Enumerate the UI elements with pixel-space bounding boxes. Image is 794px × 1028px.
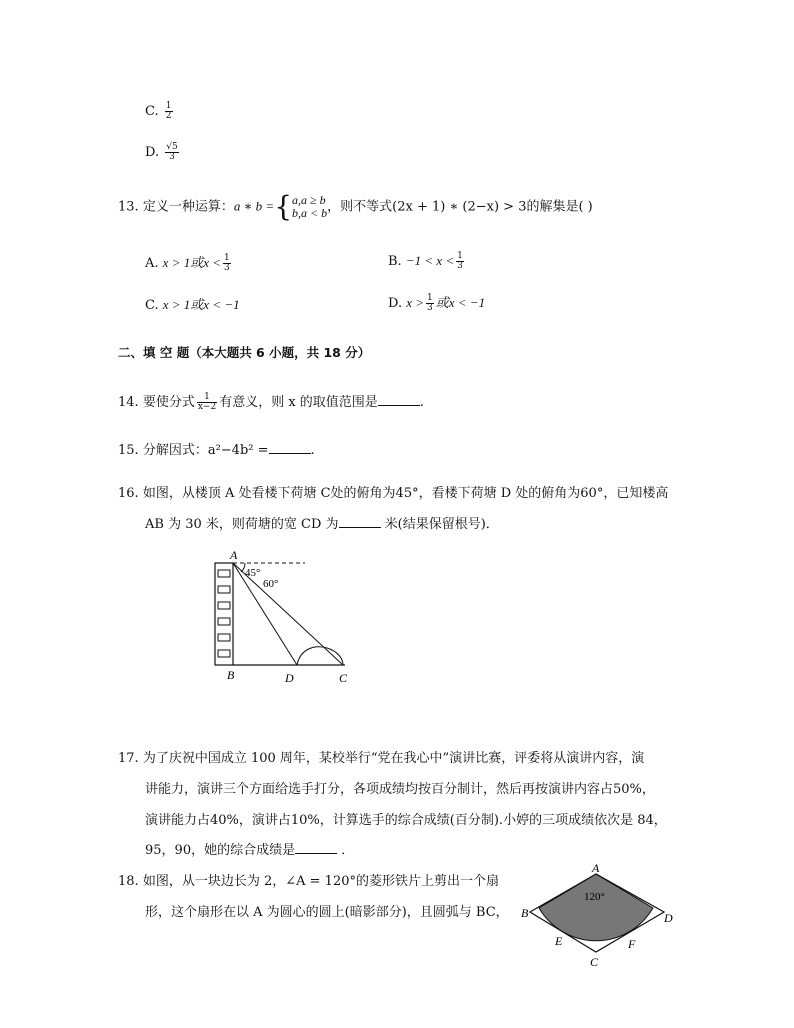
q16-line1: 16. 如图，从楼顶 A 处看楼下荷塘 C处的俯角为45°，看楼下荷塘 D 处的俯角为60°，已知楼高	[118, 486, 669, 501]
q12-option-c	[145, 102, 175, 121]
label-c: C	[339, 671, 348, 685]
q17-line4: 95，90，她的综合成绩是 ．	[145, 843, 355, 858]
q17-line1: 17. 为了庆祝中国成立 100 周年，某校举行“党在我心中”演讲比赛，评委将从演讲内容，演	[118, 751, 645, 766]
label-b: B	[521, 906, 529, 920]
q15: 15. 分解因式：a²−4b² = .	[118, 443, 315, 458]
brace-icon: {	[274, 190, 293, 223]
question-number: 13.	[118, 199, 139, 215]
angle-45: 45°	[245, 567, 261, 579]
answer-blank[interactable]	[339, 515, 381, 528]
q17-line3: 演讲能力占40%，演讲占10%，计算选手的综合成绩(百分制).小婷的三项成绩依次是 84，	[145, 813, 667, 828]
option-label: C.	[145, 104, 159, 119]
shaded-sector	[539, 874, 653, 941]
q18-line1: 18. 如图，从一块边长为 2，∠A = 120°的菱形铁片上剪出一个扇	[118, 874, 499, 889]
angle-120: 120°	[584, 891, 605, 903]
answer-blank[interactable]	[269, 441, 311, 454]
q18-figure	[520, 860, 680, 970]
windows	[218, 570, 230, 657]
option-label: D.	[145, 145, 160, 160]
section-title: 二、填 空 题（本大题共 6 小题，共 18 分）	[118, 345, 371, 360]
label-f: F	[628, 937, 636, 951]
label-d: D	[285, 671, 294, 685]
label-a: A	[592, 861, 600, 875]
q13-option-a: A. x > 1或x < $\frac{1}{3}$	[145, 253, 230, 273]
q13-text-before: 定义一种运算：	[142, 199, 234, 215]
angle-60: 60°	[263, 578, 279, 590]
q13-stem	[118, 190, 593, 223]
q14: 14. 要使分式 $\frac{1}{x-2}$ 有意义，则 x 的取值范围是 .	[118, 392, 424, 412]
q16-line2: AB 为 30 米，则荷塘的宽 CD 为 米(结果保留根号)．	[145, 517, 499, 532]
answer-blank[interactable]	[295, 841, 337, 854]
q18-line2: 形，这个扇形在以 A 为圆心的圆上(暗影部分)，且圆弧与 BC，	[145, 905, 509, 920]
q12-option-d	[145, 143, 181, 162]
q13-text-after: ，则不等式(2x + 1) ∗ (2−x) > 3的解集是( )	[327, 199, 593, 215]
q13-op: a ∗ b =	[233, 198, 275, 214]
q13-option-b: B. −1 < x < $\frac{1}{3}$	[388, 251, 463, 271]
q17-line2: 讲能力，演讲三个方面给选手打分，各项成绩均按百分制计，然后再按演讲内容占50%，	[145, 782, 655, 797]
q13-option-d: D. x > $\frac{1}{3}$ 或x < −1	[388, 293, 486, 313]
fraction: $\frac{√5}{3}$	[166, 142, 178, 162]
label-b: B	[227, 668, 235, 682]
label-d: D	[664, 911, 673, 925]
answer-blank[interactable]	[378, 393, 420, 406]
q16-figure	[205, 548, 365, 688]
pond	[297, 647, 343, 665]
q13-option-c: C. x > 1或x < −1	[145, 297, 240, 313]
label-e: E	[555, 934, 563, 948]
label-a: A	[230, 548, 238, 562]
fraction: $\frac{1}{2}$	[165, 101, 172, 121]
label-c: C	[590, 955, 599, 969]
q13-cases: a,a ≥ b b,a < b	[292, 193, 328, 220]
